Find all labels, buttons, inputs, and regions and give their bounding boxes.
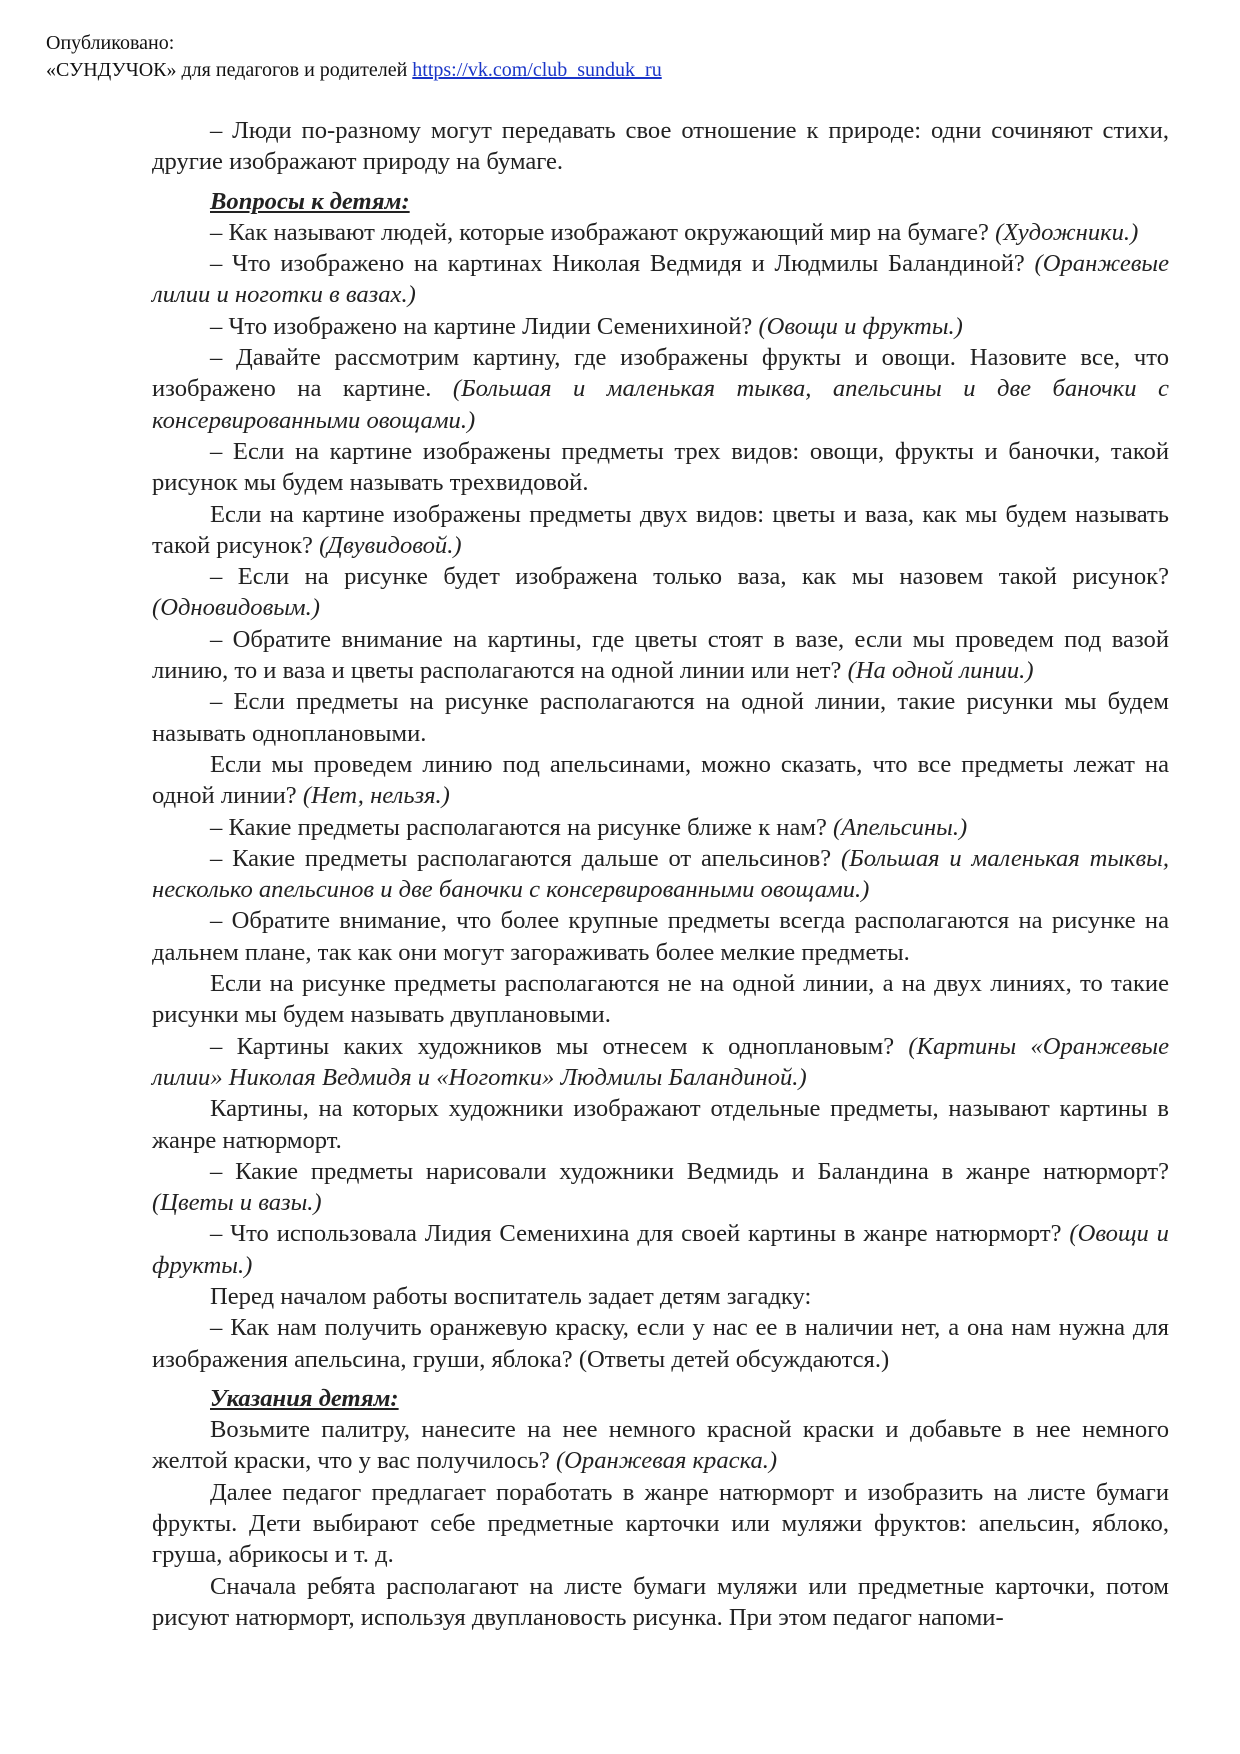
source-name: «СУНДУЧОК» для педагогов и родителей xyxy=(46,59,408,81)
paragraph: – Какие предметы нарисовали художники Ведмидь и Баландина в жанре натюрморт? (Цветы и вазы.) xyxy=(152,1157,1169,1217)
answer: (Оранжевые лилии и ноготки в вазах.) xyxy=(152,250,1169,309)
answer: (Большая и маленькая тыквы, несколько апельсинов и две баночки с консервированными овощами.) xyxy=(152,844,1169,904)
paragraph: Если на рисунке предметы располагаются не на одной линии, а на двух линиях, то такие рисунки мы будем называть двуплановыми. xyxy=(152,970,1169,1029)
paragraph: Если на картине изображены предметы двух видов: цветы и ваза, как мы будем называть такой рисунок? (Двувидовой.) xyxy=(152,500,1169,559)
answer: (Художники.) xyxy=(995,218,1139,246)
paragraph: – Давайте рассмотрим картину, где изображены фрукты и овощи. Назовите все, что изображено на картине. (Большая и маленькая тыква, апельсины и две баночки с консервированными овощами.) xyxy=(152,344,1169,434)
paragraph: – Что использовала Лидия Семенихина для своей картины в жанре натюрморт? (Овощи и фрукты.) xyxy=(152,1220,1169,1279)
answer: (Картины «Оранжевые лилии» Николая Ведмидя и «Ноготки» Людмилы Баландиной.) xyxy=(152,1032,1169,1091)
source-link[interactable]: https://vk.com/club_sunduk_ru xyxy=(412,59,662,81)
published-label: Опубликовано: xyxy=(46,32,175,54)
paragraph: – Обратите внимание, что более крупные предметы всегда располагаются на рисунке на дальнем плане, так как они могут загораживать более мелкие предметы. xyxy=(152,907,1169,966)
paragraph: Далее педагог предлагает поработать в жанре натюрморт и изобразить на листе бумаги фрукты. Дети выбирают себе предметные карточки или муляжи фруктов: апельсин, яблоко, груша, абрикосы и т. д. xyxy=(152,1478,1169,1569)
document-body xyxy=(152,115,1169,1633)
paragraph: – Как называют людей, которые изображают окружающий мир на бумаге? (Художники.) xyxy=(210,218,1139,246)
source-line xyxy=(46,58,662,82)
answer: (Апельсины.) xyxy=(833,813,968,841)
answer: (Двувидовой.) xyxy=(319,531,462,559)
paragraph: – Если предметы на рисунке располагаются на одной линии, такие рисунки мы будем называть одноплановыми. xyxy=(152,688,1169,747)
section-heading: Вопросы к детям: xyxy=(210,187,410,215)
answer: (На одной линии.) xyxy=(847,657,1034,685)
paragraph: – Обратите внимание на картины, где цветы стоят в вазе, если мы проведем под вазой линию, то и ваза и цветы располагаются на одной линии или нет? (На одной линии.) xyxy=(152,625,1169,685)
paragraph: Перед началом работы воспитатель задает детям загадку: xyxy=(210,1282,812,1310)
answer: (Овощи и фрукты.) xyxy=(758,312,963,340)
answer: (Одновидовым.) xyxy=(152,594,320,622)
paragraph: Возьмите палитру, нанесите на нее немного красной краски и добавьте в нее немного желтой краски, что у вас получилось? (Оранжевая краска.) xyxy=(152,1416,1169,1475)
section-heading: Указания детям: xyxy=(210,1384,399,1412)
paragraph: – Что изображено на картине Лидии Семенихиной? (Овощи и фрукты.) xyxy=(210,312,963,340)
paragraph: – Какие предметы располагаются дальше от апельсинов? (Большая и маленькая тыквы, несколько апельсинов и две баночки с консервированными овощами.) xyxy=(152,844,1169,904)
paragraph: Сначала ребята располагают на листе бумаги муляжи или предметные карточки, потом рисуют натюрморт, используя двуплановость рисунка. При этом педагог напоми- xyxy=(152,1572,1169,1631)
paragraph: – Люди по-разному могут передавать свое отношение к природе: одни сочиняют стихи, другие изображают природу на бумаге. xyxy=(152,117,1169,176)
paragraph: – Картины каких художников мы отнесем к одноплановым? (Картины «Оранжевые лилии» Николая Ведмидя и «Ноготки» Людмилы Баландиной.) xyxy=(152,1032,1169,1091)
answer: (Оранжевая краска.) xyxy=(555,1447,778,1475)
paragraph: Картины, на которых художники изображают отдельные предметы, называют картины в жанре натюрморт. xyxy=(152,1095,1169,1154)
answer: (Цветы и вазы.) xyxy=(152,1189,322,1217)
paragraph: Если мы проведем линию под апельсинами, можно сказать, что все предметы лежат на одной линии? (Нет, нельзя.) xyxy=(152,750,1169,810)
paragraph: – Что изображено на картинах Николая Ведмидя и Людмилы Баландиной? (Оранжевые лилии и ноготки в вазах.) xyxy=(152,250,1169,309)
paragraph: – Какие предметы располагаются на рисунке ближе к нам? (Апельсины.) xyxy=(210,813,968,841)
paragraph: – Как нам получить оранжевую краску, если у нас ее в наличии нет, а она нам нужна для изображения апельсина, груши, яблока? (Ответы детей обсуждаются.) xyxy=(152,1314,1169,1373)
paragraph: – Если на рисунке будет изображена только ваза, как мы назовем такой рисунок? (Одновидовым.) xyxy=(152,563,1169,622)
answer: (Нет, нельзя.) xyxy=(302,782,450,810)
answer: (Овощи и фрукты.) xyxy=(152,1220,1169,1279)
answer: (Большая и маленькая тыква, апельсины и две баночки с консервированными овощами.) xyxy=(152,375,1169,434)
paragraph: – Если на картине изображены предметы трех видов: овощи, фрукты и баночки, такой рисунок мы будем называть трехвидовой. xyxy=(152,437,1169,497)
